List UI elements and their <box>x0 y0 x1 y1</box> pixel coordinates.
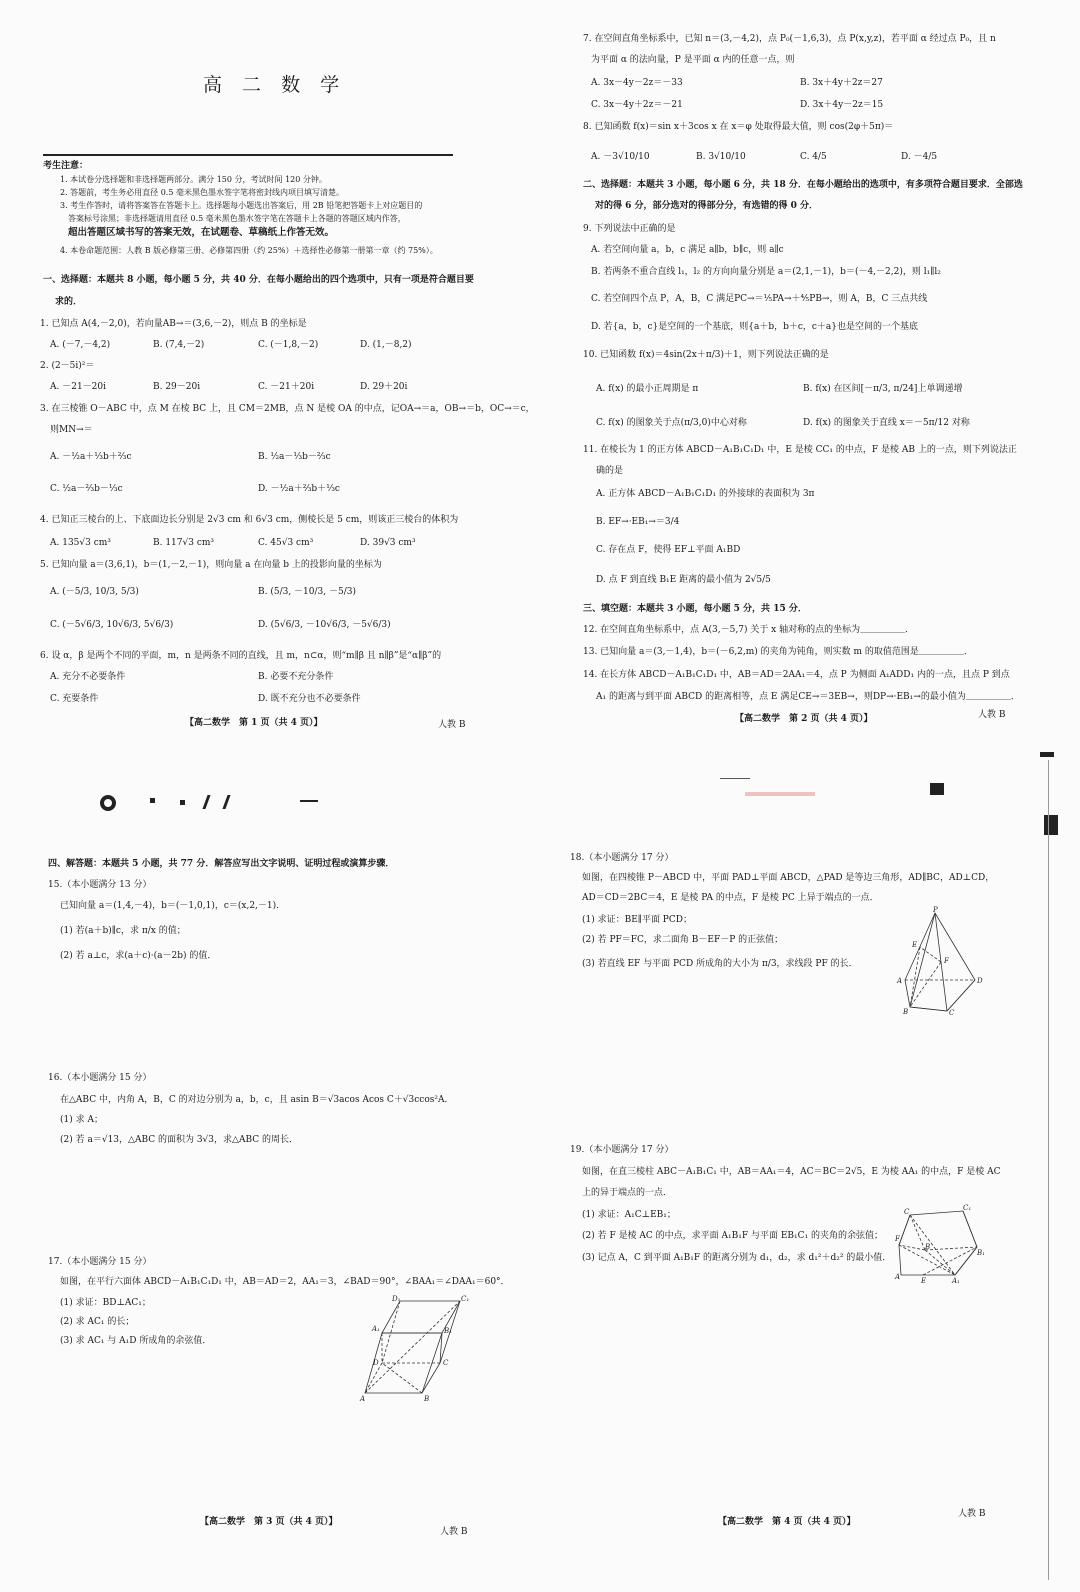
option: B. (5/3, －10/3, －5/3) <box>258 587 356 597</box>
option: D. 点 F 到直线 B₁E 距离的最小值为 2√5/5 <box>596 575 771 585</box>
question-7: 7. 在空间直角坐标系中，已知 n＝(3,－4,2)，点 P₀(－1,6,3)，点 P(x,y,z)，若平面 α 经过点 P₀，且 n <box>583 34 996 44</box>
option: D. －4/5 <box>901 152 938 162</box>
question-line: 如图，在平行六面体 ABCD－A₁B₁C₁D₁ 中，AB＝AD＝2，AA₁＝3，∠BAD＝90°，∠BAA₁＝∠DAA₁＝60°． <box>60 1277 510 1287</box>
question-line: (2) 若 a⊥c，求(a＋c)·(a－2b) 的值． <box>60 951 217 961</box>
vertex-label: D₁ <box>392 1295 401 1303</box>
question-6: 6. 设 α，β 是两个不同的平面，m，n 是两条不同的直线，且 m，n⊂α，则“m∥β 且 n∥β”是“α∥β”的 <box>40 651 442 661</box>
question-4: 4. 已知正三棱台的上、下底面边长分别是 2√3 cm 和 6√3 cm，侧棱长是 5 cm，则该正三棱台的体积为 <box>40 515 459 525</box>
option: A. (－7,－4,2) <box>50 340 111 350</box>
vertex-label: C₁ <box>963 1204 972 1212</box>
question-3: 3. 在三棱锥 O－ABC 中，点 M 在棱 BC 上，且 CM＝2MB，点 N 是棱 OA 的中点，记OA→＝a，OB→＝b，OC→＝c， <box>40 404 535 414</box>
vertex-label: D <box>977 977 983 985</box>
question-18-head: 18.（本小题满分 17 分） <box>570 853 674 863</box>
vertex-label: C <box>949 1009 955 1017</box>
question-3-cont: 则MN→＝ <box>50 425 93 435</box>
option: B. (7,4,－2) <box>153 340 205 350</box>
question-line: AD＝CD＝2BC＝4，E 是棱 PA 的中点，F 是棱 PC 上异于端点的一点． <box>582 893 879 903</box>
question-14: 14. 在长方体 ABCD－A₁B₁C₁D₁ 中，AB＝AD＝2AA₁＝4，点 P 为侧面 A₁ADD₁ 内的一点，且点 P 到点 <box>583 670 1010 680</box>
vertex-label: A <box>895 1273 901 1281</box>
option: B. 3√10/10 <box>696 152 746 162</box>
option: A. 若空间向量 a，b，c 满足 a∥b，b∥c，则 a∥c <box>591 245 784 255</box>
pyramid-figure <box>895 905 985 1015</box>
question-15-head: 15.（本小题满分 13 分） <box>48 880 152 890</box>
section-heading: 四、解答题：本题共 5 小题，共 77 分．解答应写出文字说明、证明过程或演算步骤． <box>48 859 395 869</box>
vertex-label: A <box>897 977 903 985</box>
option: C. －21＋20i <box>258 382 315 392</box>
vertex-label: E <box>921 1277 927 1285</box>
question-line: 如图，在四棱锥 P－ABCD 中，平面 PAD⊥平面 ABCD，△PAD 是等边三角形，AD∥BC，AD⊥CD， <box>582 873 995 883</box>
vertex-label: A₁ <box>372 1325 380 1333</box>
question-line: (1) 求 A； <box>60 1115 103 1125</box>
question-19-head: 19.（本小题满分 17 分） <box>570 1145 674 1155</box>
section-heading: 二、选择题：本题共 3 小题，每小题 6 分，共 18 分．在每小题给出的选项中，有多项符合题目要求．全部选 <box>583 180 1023 190</box>
scan-artifact <box>1040 752 1054 757</box>
question-1: 1. 已知点 A(4,－2,0)，若向量AB→＝(3,6,－2)，则点 B 的坐标是 <box>40 319 307 329</box>
question-line: (2) 若 a＝√13，△ABC 的面积为 3√3，求△ABC 的周长． <box>60 1135 298 1145</box>
option: A. (－5/3, 10/3, 5/3) <box>50 587 139 597</box>
scan-artifact <box>202 795 210 809</box>
option: B. 若两条不重合直线 l₁，l₂ 的方向向量分别是 a＝(2,1,－1)，b＝(－4,－2,2)，则 l₁∥l₂ <box>591 267 941 277</box>
question-line: (3) 若直线 EF 与平面 PCD 所成角的大小为 π/3，求线段 PF 的长． <box>582 959 858 969</box>
vertex-label: B <box>925 1243 931 1251</box>
question-line: (1) 求证：A₁C⊥EB₁； <box>582 1210 676 1220</box>
question-2: 2. (2－5i)²＝ <box>40 361 95 371</box>
question-10: 10. 已知函数 f(x)＝4sin(2x＋π/3)＋1，则下列说法正确的是 <box>583 350 829 360</box>
vertex-label: A₁ <box>952 1277 960 1285</box>
edition-label: 人教 B <box>440 1527 468 1537</box>
option: A. 3x－4y－2z＝－33 <box>591 78 683 88</box>
option: A. －½a＋⅓b＋⅔c <box>50 452 132 462</box>
question-line: (2) 若 PF＝FC，求二面角 B－EF－P 的正弦值； <box>582 935 784 945</box>
scan-artifact <box>1044 815 1058 835</box>
question-11: 11. 在棱长为 1 的正方体 ABCD－A₁B₁C₁D₁ 中，E 是棱 CC₁ 的中点，F 是棱 AB 上的一点，则下列说法正 <box>583 445 1017 455</box>
page-footer: 【高二数学 第 3 页（共 4 页）】 <box>200 1517 338 1527</box>
option: C. f(x) 的图象关于点(π/3,0)中心对称 <box>596 418 747 428</box>
section-heading: 一、选择题：本题共 8 小题，每小题 5 分，共 40 分．在每小题给出的四个选项中，只有一项是符合题目要 <box>43 275 474 285</box>
section-heading: 求的． <box>55 297 83 307</box>
scan-artifact <box>1048 760 1049 1580</box>
option: B. 29－20i <box>153 382 201 392</box>
vertex-label: P <box>933 906 938 914</box>
section-heading: 三、填空题：本题共 3 小题，每小题 5 分，共 15 分． <box>583 604 807 614</box>
question-16-head: 16.（本小题满分 15 分） <box>48 1073 152 1083</box>
notice-line: 超出答题区域书写的答案无效，在试题卷、草稿纸上作答无效。 <box>68 227 335 238</box>
exam-page-4 <box>570 845 1015 1565</box>
scan-artifact <box>222 795 230 809</box>
option: A. f(x) 的最小正周期是 π <box>596 384 699 394</box>
option: B. 117√3 cm³ <box>153 538 215 548</box>
question-line: 在△ABC 中，内角 A，B，C 的对边分别为 a，b，c，且 asin B＝√3acos Acos C＋√3ccos²A． <box>60 1095 454 1105</box>
question-14-cont: A₁ 的距离与到平面 ABCD 的距离相等，点 E 满足CE→＝3EB→，则DP→·EB₁→的最小值为＿＿＿＿＿． <box>596 692 1020 702</box>
option: A. －21－20i <box>50 382 107 392</box>
option: C. 充要条件 <box>50 694 99 704</box>
vertex-label: A <box>360 1395 366 1403</box>
scan-artifact <box>300 800 318 802</box>
page-footer: 【高二数学 第 4 页（共 4 页）】 <box>718 1517 856 1527</box>
option: B. 必要不充分条件 <box>258 672 334 682</box>
option: C. 存在点 F，使得 EF⊥平面 A₁BD <box>596 545 741 555</box>
exam-page-3 <box>30 845 510 1565</box>
question-line: (1) 若(a＋b)∥c，求 π/x 的值； <box>60 926 186 936</box>
exam-page-1 <box>30 20 535 740</box>
scan-artifact <box>745 792 815 796</box>
option: B. 3x＋4y＋2z＝27 <box>800 78 883 88</box>
question-line: (2) 求 AC₁ 的长； <box>60 1317 135 1327</box>
option: A. 正方体 ABCD－A₁B₁C₁D₁ 的外接球的表面积为 3π <box>596 489 815 499</box>
option: D. －½a＋⅔b＋⅓c <box>258 484 340 494</box>
vertex-label: E <box>912 941 918 949</box>
vertex-label: B <box>424 1395 430 1403</box>
option: C. 4/5 <box>800 152 827 162</box>
section-heading: 对的得 6 分，部分选对的得部分分，有选错的得 0 分． <box>595 201 819 211</box>
notice-line: 2. 答题前，考生务必用直径 0.5 毫米黑色墨水签字笔将密封线内项目填写清楚。 <box>60 188 344 197</box>
parallelepiped-figure <box>360 1293 470 1403</box>
question-line: 已知向量 a＝(1,4,－4)，b＝(－1,0,1)，c＝(x,2,－1)． <box>60 901 286 911</box>
notice-line: 4. 本卷命题范围：人教 B 版必修第三册、必修第四册（约 25%）＋选择性必修第一册第一章（约 75%）。 <box>60 246 438 255</box>
vertex-label: C <box>443 1359 449 1367</box>
vertex-label: F <box>895 1235 900 1243</box>
vertex-label: C₁ <box>461 1295 470 1303</box>
option: A. －3√10/10 <box>591 152 650 162</box>
scan-artifact <box>930 783 944 795</box>
option: C. 3x－4y＋2z＝－21 <box>591 100 683 110</box>
notice-heading: 考生注意： <box>43 161 89 171</box>
question-line: 上的异于端点的一点． <box>582 1188 673 1198</box>
question-17-head: 17.（本小题满分 15 分） <box>48 1257 152 1267</box>
question-line: (1) 求证：BE∥平面 PCD； <box>582 915 692 925</box>
option: C. (－5√6/3, 10√6/3, 5√6/3) <box>50 620 174 630</box>
question-5: 5. 已知向量 a＝(3,6,1)，b＝(1,－2,－1)，则向量 a 在向量 b 上的投影向量的坐标为 <box>40 560 382 570</box>
option: D. 39√3 cm³ <box>360 538 416 548</box>
question-line: (3) 记点 A，C 到平面 A₁B₁F 的距离分别为 d₁，d₂，求 d₁²＋d₂² 的最小值． <box>582 1253 892 1263</box>
option: C. (－1,8,－2) <box>258 340 319 350</box>
scan-artifact <box>150 798 155 803</box>
option: D. f(x) 的图象关于直线 x＝－5π/12 对称 <box>803 418 970 428</box>
option: D. (5√6/3, －10√6/3, －5√6/3) <box>258 620 391 630</box>
question-line: (2) 若 F 是棱 AC 的中点，求平面 A₁B₁F 与平面 EB₁C₁ 的夹角的余弦值； <box>582 1231 883 1241</box>
vertex-label: D <box>373 1359 379 1367</box>
scan-artifact <box>100 795 116 811</box>
option: C. 若空间四个点 P，A，B，C 满足PC→＝⅕PA→＋⅘PB→，则 A，B，C 三点共线 <box>591 294 928 304</box>
option: D. 若{a，b，c}是空间的一个基底，则{a＋b，b＋c，c＋a}也是空间的一个基底 <box>591 322 919 332</box>
option: A. 充分不必要条件 <box>50 672 126 682</box>
prism-figure <box>895 1205 985 1285</box>
notice-line: 3. 考生作答时，请将答案答在答题卡上。选择题每小题选出答案后，用 2B 铅笔把答题卡上对应题目的 <box>60 201 423 210</box>
question-11-cont: 确的是 <box>596 466 624 476</box>
title-divider <box>43 154 453 156</box>
option: D. 既不充分也不必要条件 <box>258 694 361 704</box>
option: C. 45√3 cm³ <box>258 538 314 548</box>
page-footer: 【高二数学 第 1 页（共 4 页）】 <box>185 718 323 728</box>
question-line: (3) 求 AC₁ 与 A₁D 所成角的余弦值． <box>60 1336 212 1346</box>
option: B. EF→·EB₁→＝3/4 <box>596 517 680 527</box>
edition-label: 人教 B <box>958 1509 986 1519</box>
page-footer: 【高二数学 第 2 页（共 4 页）】 <box>735 714 873 724</box>
question-line: (1) 求证：BD⊥AC₁； <box>60 1298 151 1308</box>
scan-artifact <box>720 778 750 779</box>
scan-artifact <box>180 800 185 805</box>
option: B. ½a－⅓b－⅔c <box>258 452 331 462</box>
option: D. 29＋20i <box>360 382 408 392</box>
edition-label: 人教 B <box>438 720 466 730</box>
edition-label: 人教 B <box>978 710 1006 720</box>
question-line: 如图，在直三棱柱 ABC－A₁B₁C₁ 中，AB＝AA₁＝4，AC＝BC＝2√5，E 为棱 AA₁ 的中点，F 是棱 AC <box>582 1167 1001 1177</box>
option: A. 135√3 cm³ <box>50 538 111 548</box>
option: C. ½a－⅔b－⅓c <box>50 484 123 494</box>
vertex-label: B₁ <box>444 1327 452 1335</box>
notice-line: 1. 本试卷分选择题和非选择题两部分。满分 150 分，考试时间 120 分钟。 <box>60 175 327 184</box>
question-7-cont: 为平面 α 的法向量，P 是平面 α 内的任意一点，则 <box>591 55 795 65</box>
option: D. 3x＋4y－2z＝15 <box>800 100 884 110</box>
option: B. f(x) 在区间[－π/3, π/24]上单调递增 <box>803 384 963 394</box>
question-12: 12. 在空间直角坐标系中，点 A(3,－5,7) 关于 x 轴对称的点的坐标为＿＿＿＿＿． <box>583 625 915 635</box>
question-13: 13. 已知向量 a＝(3,－1,4)，b＝(－6,2,m) 的夹角为钝角，则实数 m 的取值范围是＿＿＿＿＿． <box>583 647 973 657</box>
question-9: 9. 下列说法中正确的是 <box>583 224 676 234</box>
vertex-label: F <box>944 957 949 965</box>
option: D. (1,－8,2) <box>360 340 412 350</box>
notice-line: 答案标号涂黑；非选择题请用直径 0.5 毫米黑色墨水签字笔在答题卡上各题的答题区域内作答， <box>68 214 406 223</box>
question-8: 8. 已知函数 f(x)＝sin x＋3cos x 在 x＝φ 处取得最大值，则 cos(2φ＋5π)＝ <box>583 122 894 132</box>
vertex-label: C <box>904 1208 910 1216</box>
page-title: 高 二 数 学 <box>203 74 347 96</box>
vertex-label: B₁ <box>977 1249 985 1257</box>
vertex-label: B <box>903 1008 909 1016</box>
exam-page-2 <box>578 20 1023 740</box>
